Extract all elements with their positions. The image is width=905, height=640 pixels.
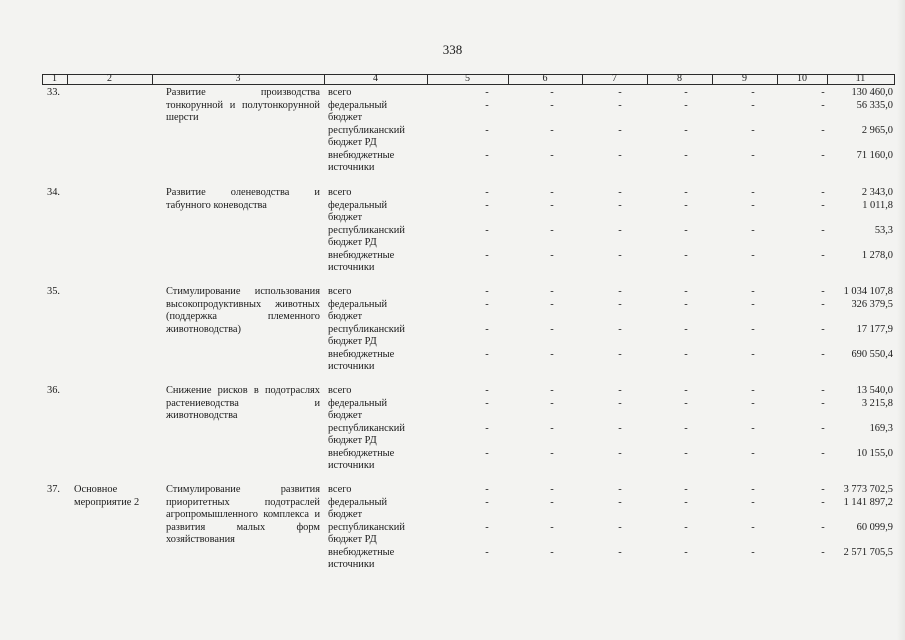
funding-source-label: республиканский бюджет РД xyxy=(328,422,405,446)
empty-value-dash: - xyxy=(485,484,489,495)
empty-value-dash: - xyxy=(550,99,554,111)
empty-value-dash: - xyxy=(618,348,622,360)
empty-value-dash: - xyxy=(550,199,554,211)
empty-value-dash: - xyxy=(550,249,554,261)
measure-title: Развитие оленеводства и табунного коневодства xyxy=(166,187,320,211)
header-column-number: 10 xyxy=(797,73,807,84)
empty-value-dash: - xyxy=(751,521,755,533)
empty-value-dash: - xyxy=(821,199,825,211)
empty-value-dash: - xyxy=(485,397,489,409)
empty-value-dash: - xyxy=(684,447,688,459)
empty-value-dash: - xyxy=(618,397,622,409)
header-column-number: 5 xyxy=(465,73,470,84)
empty-value-dash: - xyxy=(751,286,755,297)
empty-value-dash: - xyxy=(550,348,554,360)
empty-value-dash: - xyxy=(618,149,622,161)
empty-value-dash: - xyxy=(618,87,622,98)
empty-value-dash: - xyxy=(550,224,554,236)
page-number: 338 xyxy=(442,42,463,57)
funding-source-label: внебюджетные источники xyxy=(328,149,395,173)
total-amount: 1 141 897,2 xyxy=(843,496,893,508)
empty-value-dash: - xyxy=(751,187,755,198)
empty-value-dash: - xyxy=(485,521,489,533)
empty-value-dash: - xyxy=(821,149,825,161)
row-number: 36. xyxy=(47,385,60,396)
row-number: 34. xyxy=(47,187,60,198)
empty-value-dash: - xyxy=(550,385,554,396)
empty-value-dash: - xyxy=(684,422,688,434)
total-amount: 1 034 107,8 xyxy=(843,286,893,297)
empty-value-dash: - xyxy=(485,422,489,434)
table-row xyxy=(0,484,905,576)
empty-value-dash: - xyxy=(751,199,755,211)
empty-value-dash: - xyxy=(618,249,622,261)
funding-source-label: всего xyxy=(328,187,352,198)
empty-value-dash: - xyxy=(751,298,755,310)
empty-value-dash: - xyxy=(485,385,489,396)
empty-value-dash: - xyxy=(618,99,622,111)
table-row xyxy=(0,87,905,179)
total-amount: 3 773 702,5 xyxy=(843,484,893,495)
empty-value-dash: - xyxy=(550,447,554,459)
empty-value-dash: - xyxy=(684,187,688,198)
empty-value-dash: - xyxy=(618,187,622,198)
empty-value-dash: - xyxy=(821,323,825,335)
funding-source-label: республиканский бюджет РД xyxy=(328,124,405,148)
empty-value-dash: - xyxy=(751,249,755,261)
empty-value-dash: - xyxy=(751,87,755,98)
empty-value-dash: - xyxy=(821,447,825,459)
empty-value-dash: - xyxy=(821,249,825,261)
total-amount: 53,3 xyxy=(874,224,893,236)
empty-value-dash: - xyxy=(821,187,825,198)
empty-value-dash: - xyxy=(684,348,688,360)
empty-value-dash: - xyxy=(684,124,688,136)
main-event-label: Основное мероприятие 2 xyxy=(74,484,140,508)
empty-value-dash: - xyxy=(821,521,825,533)
empty-value-dash: - xyxy=(618,447,622,459)
empty-value-dash: - xyxy=(618,521,622,533)
total-amount: 169,3 xyxy=(869,422,893,434)
empty-value-dash: - xyxy=(550,298,554,310)
empty-value-dash: - xyxy=(821,422,825,434)
funding-source-label: федеральный бюджет xyxy=(328,496,388,520)
empty-value-dash: - xyxy=(485,187,489,198)
empty-value-dash: - xyxy=(684,249,688,261)
empty-value-dash: - xyxy=(485,323,489,335)
table-row xyxy=(0,385,905,477)
empty-value-dash: - xyxy=(485,348,489,360)
empty-value-dash: - xyxy=(821,224,825,236)
funding-source-label: внебюджетные источники xyxy=(328,249,395,273)
total-amount: 3 215,8 xyxy=(861,397,893,409)
funding-source-label: федеральный бюджет xyxy=(328,199,388,223)
empty-value-dash: - xyxy=(618,484,622,495)
total-amount: 2 343,0 xyxy=(861,187,893,198)
empty-value-dash: - xyxy=(684,99,688,111)
empty-value-dash: - xyxy=(485,99,489,111)
empty-value-dash: - xyxy=(684,149,688,161)
empty-value-dash: - xyxy=(751,397,755,409)
total-amount: 13 540,0 xyxy=(856,385,893,396)
empty-value-dash: - xyxy=(550,521,554,533)
funding-source-label: внебюджетные источники xyxy=(328,546,395,570)
header-column-number: 9 xyxy=(742,73,747,84)
empty-value-dash: - xyxy=(550,496,554,508)
empty-value-dash: - xyxy=(821,124,825,136)
funding-source-label: внебюджетные источники xyxy=(328,447,395,471)
funding-source-label: внебюджетные источники xyxy=(328,348,395,372)
empty-value-dash: - xyxy=(550,422,554,434)
empty-value-dash: - xyxy=(485,546,489,558)
empty-value-dash: - xyxy=(550,149,554,161)
header-column-number: 11 xyxy=(855,73,866,84)
row-number: 37. xyxy=(47,484,60,495)
empty-value-dash: - xyxy=(618,546,622,558)
empty-value-dash: - xyxy=(618,422,622,434)
empty-value-dash: - xyxy=(751,496,755,508)
empty-value-dash: - xyxy=(485,249,489,261)
empty-value-dash: - xyxy=(550,124,554,136)
empty-value-dash: - xyxy=(684,298,688,310)
funding-source-label: республиканский бюджет РД xyxy=(328,521,405,545)
total-amount: 690 550,4 xyxy=(851,348,893,360)
total-amount: 60 099,9 xyxy=(856,521,893,533)
empty-value-dash: - xyxy=(485,149,489,161)
total-amount: 10 155,0 xyxy=(856,447,893,459)
measure-title: Развитие производства тонкорунной и полутонкорунной шерсти xyxy=(166,87,320,123)
funding-source-label: федеральный бюджет xyxy=(328,99,388,123)
row-number: 33. xyxy=(47,87,60,98)
empty-value-dash: - xyxy=(684,385,688,396)
empty-value-dash: - xyxy=(485,87,489,98)
empty-value-dash: - xyxy=(821,286,825,297)
empty-value-dash: - xyxy=(684,286,688,297)
header-column-number: 4 xyxy=(373,73,378,84)
empty-value-dash: - xyxy=(618,124,622,136)
empty-value-dash: - xyxy=(684,199,688,211)
measure-title: Снижение рисков в подотраслях растениеводства и животноводства xyxy=(166,385,320,421)
header-column-number: 2 xyxy=(107,73,112,84)
empty-value-dash: - xyxy=(751,224,755,236)
empty-value-dash: - xyxy=(751,124,755,136)
empty-value-dash: - xyxy=(751,99,755,111)
empty-value-dash: - xyxy=(550,323,554,335)
header-column-number: 8 xyxy=(677,73,682,84)
table-row xyxy=(0,187,905,279)
empty-value-dash: - xyxy=(684,521,688,533)
header-column-number: 7 xyxy=(612,73,617,84)
funding-source-label: всего xyxy=(328,385,352,396)
table-row xyxy=(0,286,905,378)
empty-value-dash: - xyxy=(684,397,688,409)
funding-source-label: всего xyxy=(328,286,352,297)
scan-edge-shadow xyxy=(897,0,905,640)
empty-value-dash: - xyxy=(684,546,688,558)
empty-value-dash: - xyxy=(550,484,554,495)
empty-value-dash: - xyxy=(751,546,755,558)
empty-value-dash: - xyxy=(618,323,622,335)
empty-value-dash: - xyxy=(821,99,825,111)
total-amount: 326 379,5 xyxy=(851,298,893,310)
empty-value-dash: - xyxy=(684,484,688,495)
empty-value-dash: - xyxy=(618,496,622,508)
funding-source-label: федеральный бюджет xyxy=(328,298,388,322)
empty-value-dash: - xyxy=(485,447,489,459)
total-amount: 130 460,0 xyxy=(851,87,893,98)
empty-value-dash: - xyxy=(485,199,489,211)
empty-value-dash: - xyxy=(751,422,755,434)
empty-value-dash: - xyxy=(618,286,622,297)
empty-value-dash: - xyxy=(751,484,755,495)
empty-value-dash: - xyxy=(684,224,688,236)
empty-value-dash: - xyxy=(550,546,554,558)
total-amount: 2 965,0 xyxy=(861,124,893,136)
funding-source-label: федеральный бюджет xyxy=(328,397,388,421)
empty-value-dash: - xyxy=(821,298,825,310)
header-column-number: 1 xyxy=(52,73,57,84)
empty-value-dash: - xyxy=(618,224,622,236)
empty-value-dash: - xyxy=(751,447,755,459)
total-amount: 1 011,8 xyxy=(862,199,893,211)
empty-value-dash: - xyxy=(751,149,755,161)
empty-value-dash: - xyxy=(550,87,554,98)
funding-source-label: республиканский бюджет РД xyxy=(328,224,405,248)
total-amount: 71 160,0 xyxy=(856,149,893,161)
header-column-divider xyxy=(894,74,895,85)
funding-source-label: всего xyxy=(328,484,352,495)
funding-source-label: республиканский бюджет РД xyxy=(328,323,405,347)
empty-value-dash: - xyxy=(618,298,622,310)
empty-value-dash: - xyxy=(821,484,825,495)
empty-value-dash: - xyxy=(751,348,755,360)
empty-value-dash: - xyxy=(821,546,825,558)
empty-value-dash: - xyxy=(821,496,825,508)
empty-value-dash: - xyxy=(821,385,825,396)
header-column-number: 6 xyxy=(542,73,548,84)
empty-value-dash: - xyxy=(485,124,489,136)
empty-value-dash: - xyxy=(485,286,489,297)
total-amount: 1 278,0 xyxy=(861,249,893,261)
empty-value-dash: - xyxy=(485,298,489,310)
empty-value-dash: - xyxy=(618,385,622,396)
measure-title: Стимулирование использования высокопродуктивных животных (поддержка племенного животноводства) xyxy=(166,286,320,335)
total-amount: 17 177,9 xyxy=(856,323,893,335)
measure-title: Стимулирование развития приоритетных подотраслей агропромышленного комплекса и развития малых форм хозяйствования xyxy=(166,484,320,545)
empty-value-dash: - xyxy=(550,397,554,409)
empty-value-dash: - xyxy=(684,323,688,335)
empty-value-dash: - xyxy=(751,323,755,335)
header-column-number: 3 xyxy=(235,73,241,84)
empty-value-dash: - xyxy=(618,199,622,211)
empty-value-dash: - xyxy=(684,87,688,98)
empty-value-dash: - xyxy=(550,286,554,297)
empty-value-dash: - xyxy=(751,385,755,396)
empty-value-dash: - xyxy=(550,187,554,198)
total-amount: 56 335,0 xyxy=(856,99,893,111)
empty-value-dash: - xyxy=(485,224,489,236)
total-amount: 2 571 705,5 xyxy=(843,546,893,558)
empty-value-dash: - xyxy=(485,496,489,508)
empty-value-dash: - xyxy=(821,87,825,98)
empty-value-dash: - xyxy=(821,348,825,360)
empty-value-dash: - xyxy=(821,397,825,409)
empty-value-dash: - xyxy=(684,496,688,508)
row-number: 35. xyxy=(47,286,60,297)
funding-source-label: всего xyxy=(328,87,352,98)
